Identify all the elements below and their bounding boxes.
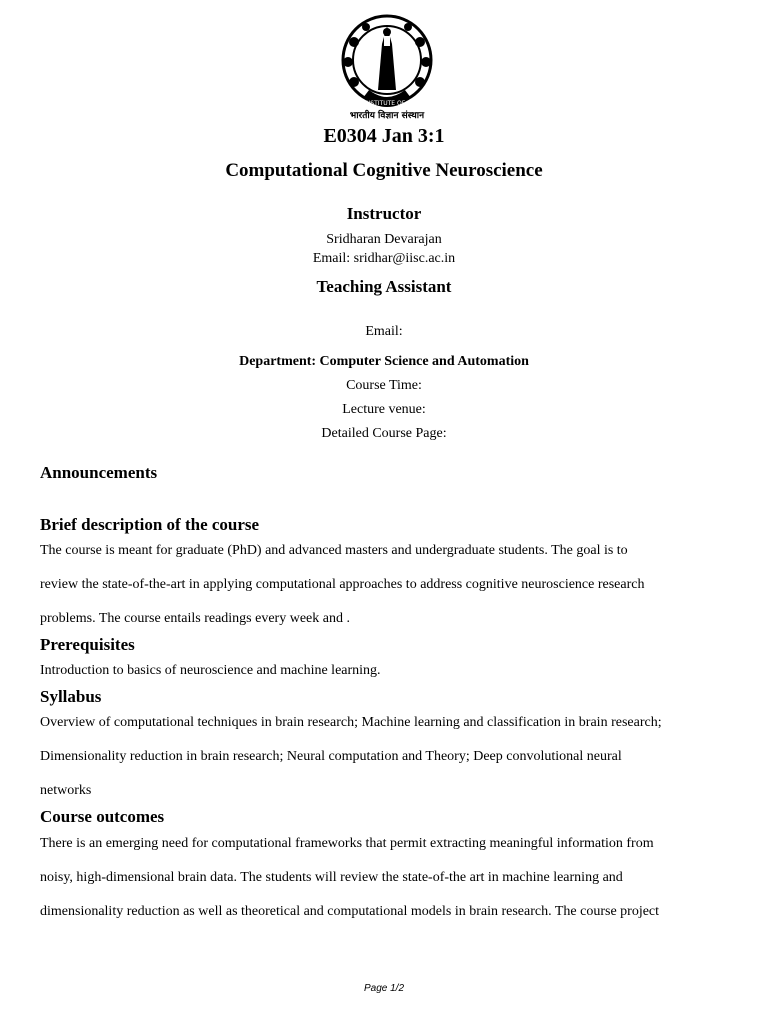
description-line: problems. The course entails readings every week and . bbox=[40, 611, 350, 626]
iisc-emblem-icon bbox=[326, 12, 448, 122]
course-code: E0304 Jan 3:1 bbox=[323, 125, 445, 147]
logo-caption: भारतीय विज्ञान संस्थान bbox=[349, 111, 425, 121]
syllabus-line: networks bbox=[40, 783, 92, 798]
outcomes-text bbox=[40, 827, 740, 929]
syllabus-line: Overview of computational techniques in brain research; Machine learning and classification in brain research; bbox=[40, 715, 662, 730]
prerequisites-text: Introduction to basics of neuroscience and machine learning. bbox=[40, 663, 381, 678]
page-number: Page 1/2 bbox=[363, 983, 405, 994]
instructor-email: Email: sridhar@iisc.ac.in bbox=[312, 251, 456, 266]
outcomes-line: dimensionality reduction as well as theoretical and computational models in brain research. The course project bbox=[40, 904, 660, 919]
course-time: Course Time: bbox=[346, 378, 422, 393]
description-heading: Brief description of the course bbox=[40, 515, 260, 534]
lecture-venue: Lecture venue: bbox=[342, 402, 426, 417]
detailed-course-page: Detailed Course Page: bbox=[321, 426, 447, 441]
prerequisites-heading: Prerequisites bbox=[40, 635, 135, 654]
syllabus-line: Dimensionality reduction in brain research; Neural computation and Theory; Deep convolutional neural bbox=[40, 749, 622, 764]
ta-heading: Teaching Assistant bbox=[316, 277, 452, 296]
instructor-name: Sridharan Devarajan bbox=[326, 232, 442, 247]
syllabus-text bbox=[40, 706, 740, 808]
department: Department: Computer Science and Automation bbox=[239, 354, 529, 369]
instructor-heading: Instructor bbox=[346, 204, 422, 223]
outcomes-heading: Course outcomes bbox=[40, 807, 165, 826]
announcements-heading: Announcements bbox=[40, 463, 158, 482]
outcomes-line: noisy, high-dimensional brain data. The students will review the state-of-the art in machine learning and bbox=[40, 870, 623, 885]
description-line: review the state-of-the-art in applying computational approaches to address cognitive neuroscience research bbox=[40, 577, 645, 592]
syllabus-heading: Syllabus bbox=[40, 687, 102, 706]
course-title: Computational Cognitive Neuroscience bbox=[225, 160, 543, 181]
logo-ring-text: INDIAN INSTITUTE OF SCIENCE bbox=[340, 100, 434, 107]
description-line: The course is meant for graduate (PhD) and advanced masters and undergraduate students. The goal is to bbox=[40, 543, 628, 558]
description-text bbox=[40, 534, 740, 636]
ta-email: Email: bbox=[365, 324, 403, 339]
outcomes-line: There is an emerging need for computational frameworks that permit extracting meaningful information from bbox=[40, 836, 654, 851]
